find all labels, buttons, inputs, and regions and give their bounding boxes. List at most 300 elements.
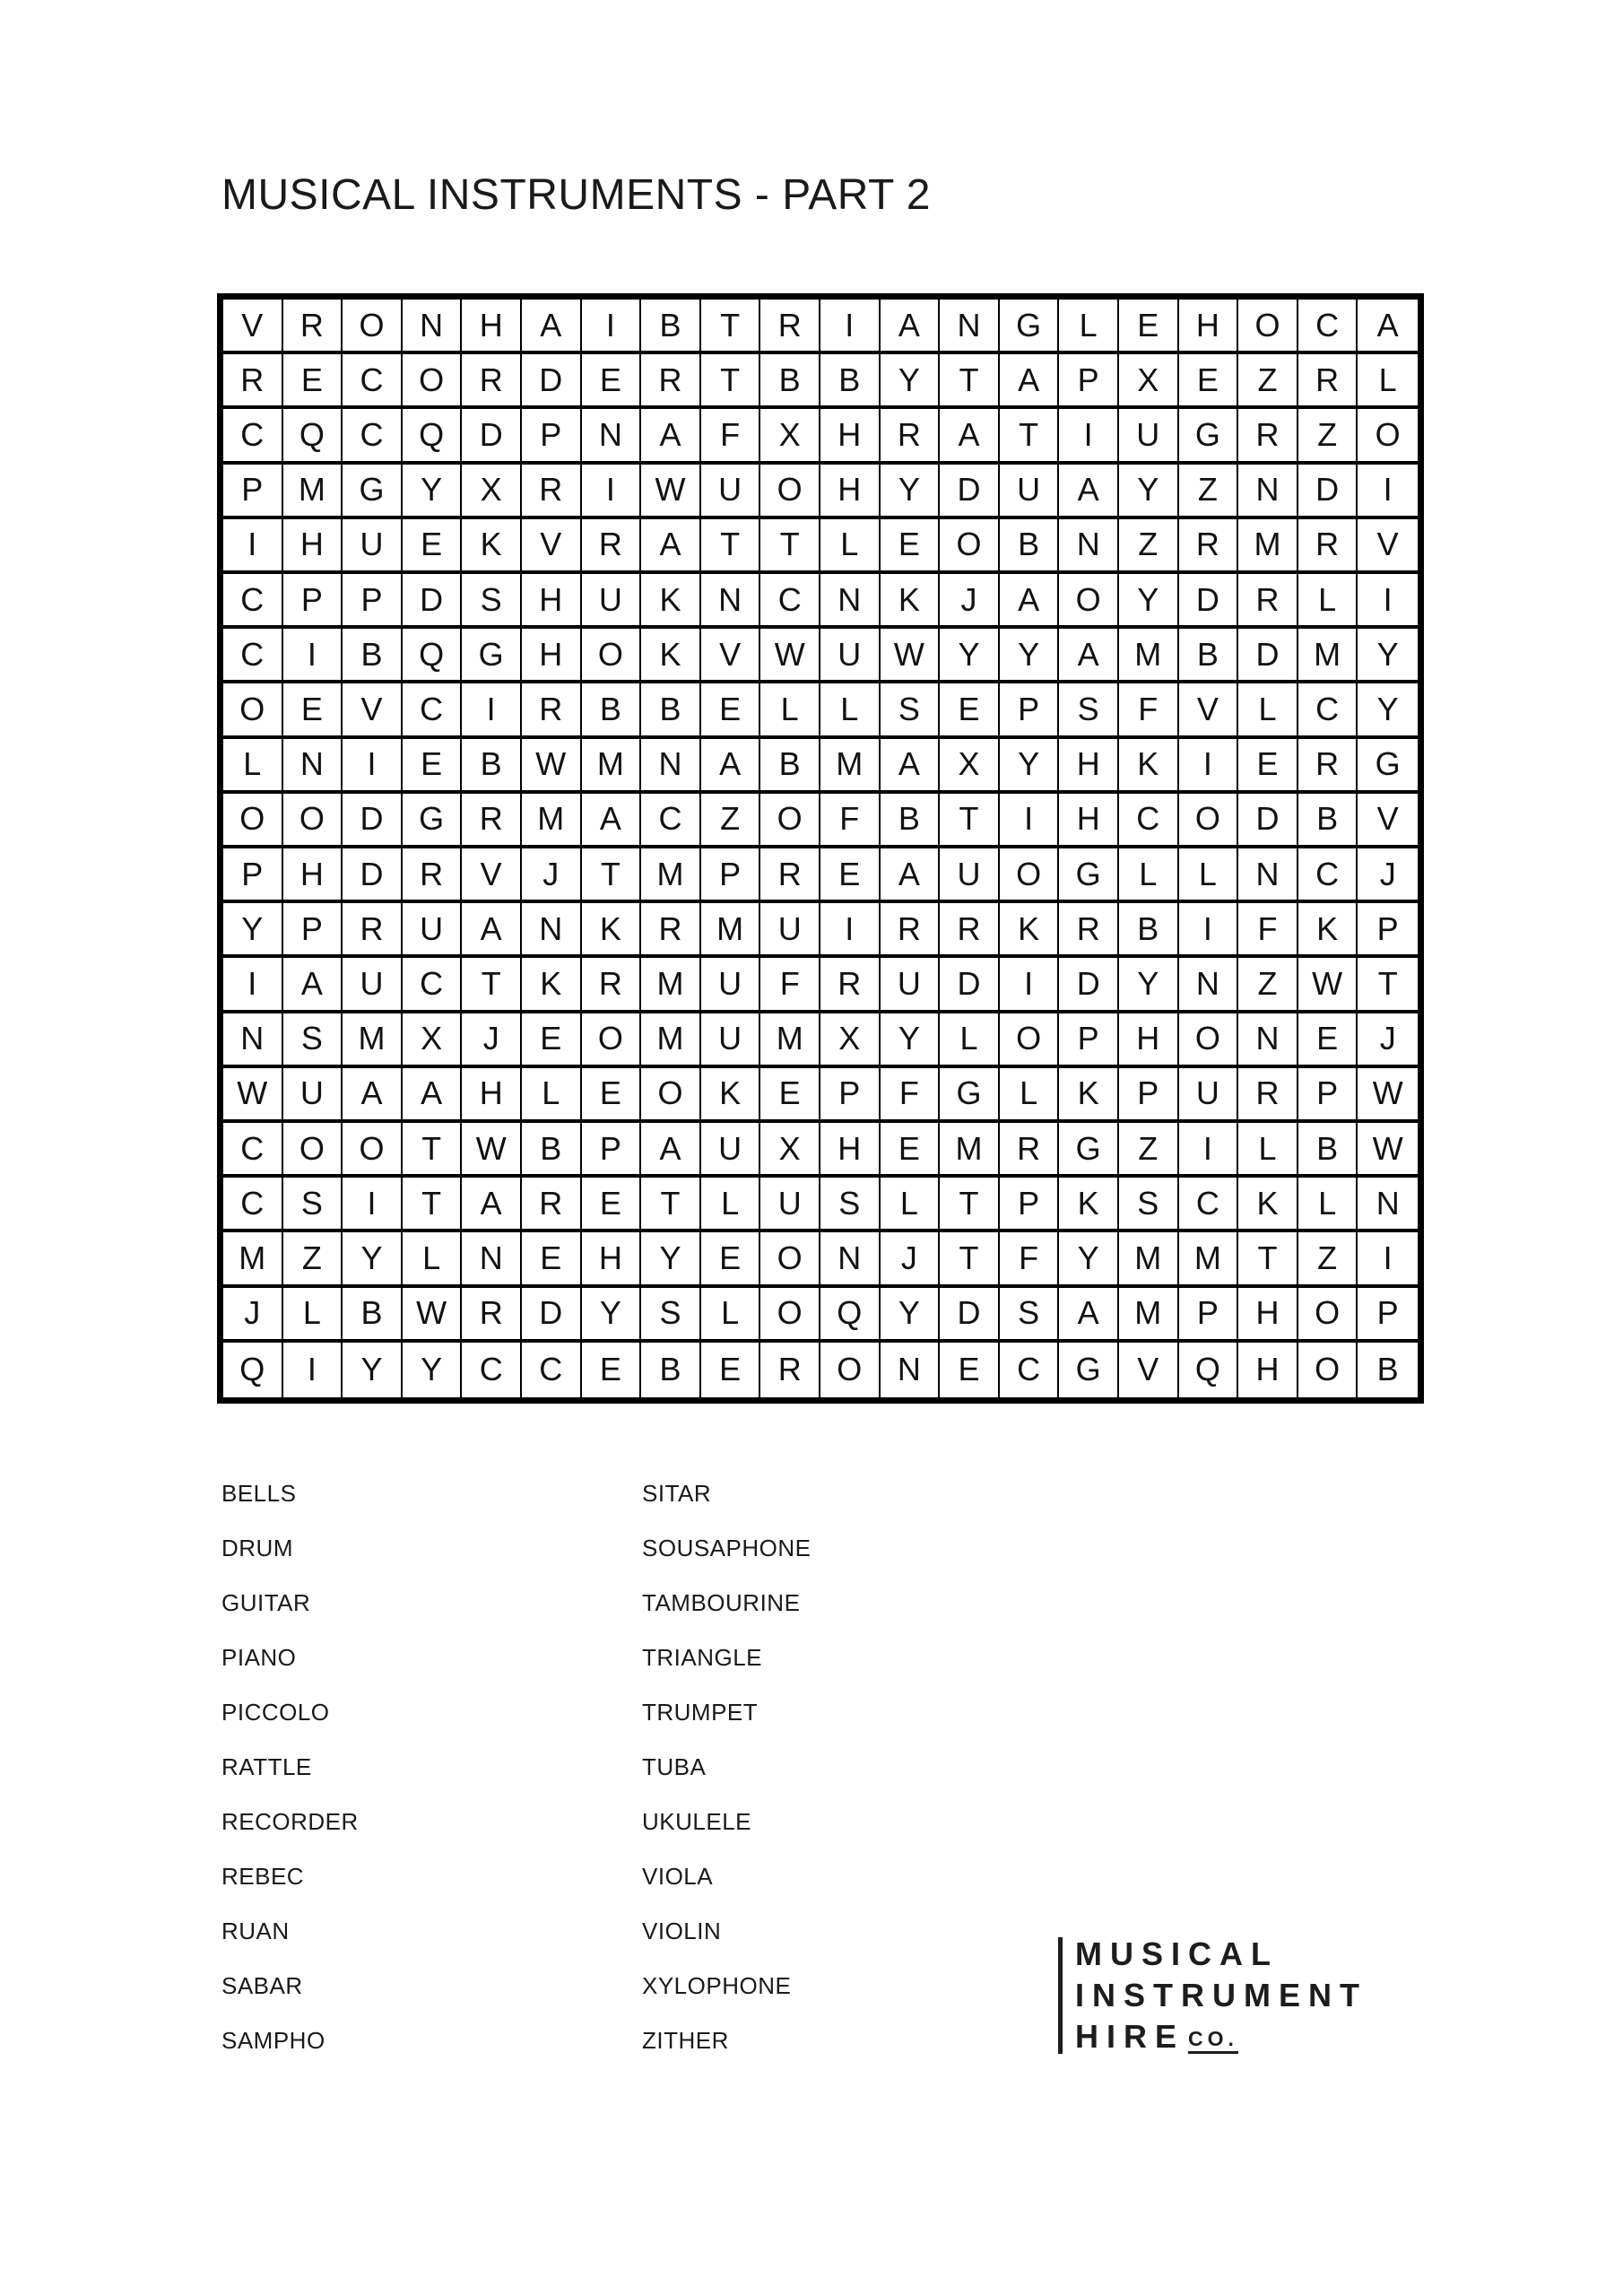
grid-cell: P	[522, 409, 582, 460]
logo-line-2: INSTRUMENT	[1075, 1977, 1367, 2013]
grid-cell: J	[881, 1232, 941, 1283]
grid-cell: U	[940, 848, 1000, 900]
grid-cell: Q	[403, 409, 463, 460]
grid-cell: N	[462, 1232, 522, 1283]
grid-cell: I	[1179, 739, 1239, 790]
grid-cell: W	[760, 629, 820, 680]
grid-cell: N	[1238, 1013, 1298, 1065]
grid-cell: L	[1179, 848, 1239, 900]
grid-cell: A	[1376, 306, 1399, 344]
grid-cell: M	[223, 1232, 283, 1283]
grid-cell: O	[1375, 415, 1401, 453]
grid-cell: W	[522, 739, 582, 790]
grid-cell: R	[940, 903, 1000, 954]
grid-cell: P	[1179, 1288, 1239, 1339]
grid-cell: J	[462, 1013, 522, 1065]
grid-cell: R	[881, 903, 941, 954]
grid-cell: D	[343, 794, 403, 845]
word-item: RATTLE	[221, 1753, 312, 1780]
grid-cell: B	[1298, 1123, 1358, 1174]
grid-cell: H	[1238, 1288, 1298, 1339]
grid-cell: K	[1119, 739, 1179, 790]
grid-cell: B	[522, 1123, 582, 1174]
grid-cell: Y	[582, 1288, 642, 1339]
grid-cell: R	[462, 354, 522, 405]
grid-row	[223, 629, 1418, 683]
grid-cell: L	[522, 1068, 582, 1119]
grid-cell: D	[343, 848, 403, 900]
grid-cell: R	[1298, 354, 1358, 405]
grid-cell: A	[701, 739, 761, 790]
grid-cell: R	[1238, 574, 1298, 625]
grid-cell: A	[1000, 354, 1060, 405]
grid-cell: O	[343, 300, 403, 351]
grid-cell: S	[283, 1178, 343, 1229]
grid-cell: C	[1298, 683, 1358, 735]
grid-cell: P	[283, 574, 343, 625]
grid-cell: O	[1059, 574, 1119, 625]
grid-cell: I	[283, 1343, 343, 1397]
grid-cell: H	[1179, 300, 1239, 351]
grid-cell: E	[522, 1232, 582, 1283]
grid-cell: I	[820, 903, 881, 954]
grid-cell: Y	[881, 465, 941, 516]
grid-cell: C	[223, 1178, 283, 1229]
grid-cell: Z	[1119, 1123, 1179, 1174]
grid-cell: G	[1059, 848, 1119, 900]
grid-cell: R	[283, 300, 343, 351]
grid-cell: I	[1179, 1123, 1239, 1174]
grid-cell: I	[1000, 794, 1060, 845]
grid-cell: O	[1298, 1343, 1358, 1397]
grid-cell: A	[940, 409, 1000, 460]
grid-cell: E	[820, 848, 881, 900]
grid-cell: Y	[343, 1232, 403, 1283]
grid-cell: V	[223, 300, 283, 351]
grid-cell: J	[522, 848, 582, 900]
grid-cell: L	[701, 1178, 761, 1229]
logo	[1058, 1934, 1367, 2059]
grid-cell: K	[701, 1068, 761, 1119]
grid-cell: T	[403, 1123, 463, 1174]
grid-cell: W	[1372, 1129, 1403, 1167]
grid-cell: P	[1059, 354, 1119, 405]
grid-cell: R	[522, 465, 582, 516]
grid-row	[223, 1068, 1418, 1123]
grid-cell: O	[582, 629, 642, 680]
grid-cell: O	[641, 1068, 701, 1119]
grid-cell: U	[1000, 465, 1060, 516]
grid-cell: U	[760, 1178, 820, 1229]
page-title: MUSICAL INSTRUMENTS - PART 2	[221, 171, 931, 219]
grid-cell: K	[1000, 903, 1060, 954]
grid-cell: Z	[1298, 1232, 1358, 1283]
grid-cell: H	[820, 1123, 881, 1174]
grid-cell: M	[283, 465, 343, 516]
grid-cell: U	[701, 465, 761, 516]
grid-cell: Z	[1238, 958, 1298, 1009]
grid-cell: H	[462, 300, 522, 351]
grid-cell: G	[1179, 409, 1239, 460]
grid-cell: B	[343, 629, 403, 680]
grid-cell: R	[1059, 903, 1119, 954]
grid-cell: E	[582, 1068, 642, 1119]
logo-text	[1075, 1934, 1367, 2059]
grid-cell: Y	[1376, 690, 1399, 727]
grid-cell: E	[1119, 300, 1179, 351]
grid-cell: K	[1059, 1068, 1119, 1119]
grid-cell: C	[343, 409, 403, 460]
word-item: TRIANGLE	[642, 1644, 763, 1671]
grid-cell: N	[820, 1232, 881, 1283]
grid-cell: L	[1238, 1123, 1298, 1174]
grid-cell: X	[462, 465, 522, 516]
grid-cell: L	[1119, 848, 1179, 900]
grid-cell: A	[881, 300, 941, 351]
grid-cell: M	[522, 794, 582, 845]
grid-cell: J	[1379, 1020, 1396, 1057]
grid-cell: P	[1059, 1013, 1119, 1065]
grid-cell: W	[1298, 958, 1358, 1009]
grid-cell: X	[760, 409, 820, 460]
grid-cell: U	[582, 574, 642, 625]
grid-cell: P	[223, 465, 283, 516]
grid-cell: R	[760, 300, 820, 351]
grid-cell: G	[1000, 300, 1060, 351]
grid-cell: D	[1238, 794, 1298, 845]
grid-cell: N	[283, 739, 343, 790]
word-item: VIOLA	[642, 1863, 714, 1890]
grid-cell: C	[223, 574, 283, 625]
grid-cell: O	[760, 1232, 820, 1283]
grid-cell: X	[403, 1013, 463, 1065]
grid-cell: P	[1119, 1068, 1179, 1119]
grid-cell: R	[1179, 519, 1239, 570]
grid-cell: O	[223, 683, 283, 735]
grid-cell: W	[641, 465, 701, 516]
grid-cell: B	[881, 794, 941, 845]
grid-cell: K	[1298, 903, 1358, 954]
word-search-grid	[217, 293, 1424, 1404]
grid-cell: L	[881, 1178, 941, 1229]
grid-cell: A	[283, 958, 343, 1009]
grid-cell: R	[522, 683, 582, 735]
grid-cell: E	[403, 739, 463, 790]
grid-cell: K	[1059, 1178, 1119, 1229]
grid-cell: Z	[1298, 409, 1358, 460]
grid-cell: W	[223, 1068, 283, 1119]
word-item: TRUMPET	[642, 1699, 759, 1726]
grid-cell: A	[1059, 629, 1119, 680]
grid-cell: M	[1298, 629, 1358, 680]
logo-co-suffix: CO.	[1188, 2027, 1238, 2054]
grid-cell: T	[1238, 1232, 1298, 1283]
grid-cell: R	[522, 1178, 582, 1229]
grid-cell: C	[223, 409, 283, 460]
grid-cell: A	[641, 519, 701, 570]
grid-cell: H	[1059, 794, 1119, 845]
grid-row	[223, 354, 1418, 409]
grid-cell: A	[522, 300, 582, 351]
grid-cell: Y	[940, 629, 1000, 680]
grid-cell: L	[1238, 683, 1298, 735]
grid-cell: N	[1376, 1184, 1400, 1222]
grid-cell: E	[881, 1123, 941, 1174]
grid-cell: A	[1000, 574, 1060, 625]
grid-cell: L	[1378, 361, 1397, 398]
grid-cell: C	[1000, 1343, 1060, 1397]
grid-cell: S	[1059, 683, 1119, 735]
grid-cell: P	[1376, 909, 1399, 947]
grid-cell: A	[881, 739, 941, 790]
grid-cell: O	[940, 519, 1000, 570]
grid-cell: T	[701, 354, 761, 405]
grid-cell: E	[701, 683, 761, 735]
grid-cell: M	[701, 903, 761, 954]
grid-cell: S	[641, 1288, 701, 1339]
grid-cell: H	[1119, 1013, 1179, 1065]
grid-cell: E	[701, 1343, 761, 1397]
grid-cell: K	[1238, 1178, 1298, 1229]
grid-cell: E	[1179, 354, 1239, 405]
grid-cell: P	[343, 574, 403, 625]
grid-cell: N	[223, 1013, 283, 1065]
grid-cell: B	[343, 1288, 403, 1339]
grid-cell: T	[641, 1178, 701, 1229]
grid-cell: W	[462, 1123, 522, 1174]
grid-cell: I	[820, 300, 881, 351]
grid-cell: Y	[1376, 635, 1399, 673]
grid-cell: S	[881, 683, 941, 735]
grid-cell: E	[582, 354, 642, 405]
logo-hire: HIRE	[1075, 2018, 1185, 2055]
grid-cell: M	[343, 1013, 403, 1065]
grid-cell: O	[1238, 300, 1298, 351]
logo-bar	[1058, 1937, 1063, 2054]
grid-cell: U	[283, 1068, 343, 1119]
grid-cell: B	[1376, 1351, 1399, 1388]
grid-cell: C	[641, 794, 701, 845]
grid-cell: I	[462, 683, 522, 735]
grid-cell: B	[641, 300, 701, 351]
grid-cell: R	[462, 1288, 522, 1339]
word-item: UKULELE	[642, 1808, 751, 1835]
grid-cell: N	[582, 409, 642, 460]
grid-cell: X	[760, 1123, 820, 1174]
grid-cell: N	[701, 574, 761, 625]
grid-row	[223, 848, 1418, 903]
grid-cell: C	[1179, 1178, 1239, 1229]
grid-row	[223, 300, 1418, 354]
grid-cell: T	[1000, 409, 1060, 460]
word-list-column-1	[221, 1482, 359, 2083]
grid-cell: R	[1298, 739, 1358, 790]
grid-cell: E	[881, 519, 941, 570]
grid-cell: M	[1119, 1232, 1179, 1283]
grid-cell: E	[582, 1178, 642, 1229]
grid-cell: R	[582, 519, 642, 570]
grid-cell: G	[1059, 1343, 1119, 1397]
grid-cell: P	[223, 848, 283, 900]
grid-cell: N	[641, 739, 701, 790]
grid-cell: P	[1000, 683, 1060, 735]
grid-cell: M	[582, 739, 642, 790]
grid-cell: H	[522, 629, 582, 680]
grid-cell: D	[940, 465, 1000, 516]
word-item: RECORDER	[221, 1808, 359, 1835]
grid-cell: Y	[881, 1013, 941, 1065]
grid-cell: B	[641, 683, 701, 735]
grid-cell: I	[1059, 409, 1119, 460]
grid-cell: O	[820, 1343, 881, 1397]
grid-cell: E	[522, 1013, 582, 1065]
grid-cell: V	[1376, 526, 1399, 563]
word-item: RUAN	[221, 1918, 290, 1944]
word-item: ZITHER	[642, 2027, 729, 2054]
grid-cell: H	[283, 848, 343, 900]
grid-cell: Y	[881, 1288, 941, 1339]
grid-cell: Q	[1179, 1343, 1239, 1397]
grid-cell: D	[940, 1288, 1000, 1339]
grid-cell: E	[582, 1343, 642, 1397]
grid-cell: O	[1298, 1288, 1358, 1339]
grid-cell: T	[462, 958, 522, 1009]
word-list-column-2	[642, 1482, 812, 2083]
grid-cell: G	[343, 465, 403, 516]
grid-cell: Y	[403, 465, 463, 516]
word-item: REBEC	[221, 1863, 305, 1890]
grid-cell: M	[760, 1013, 820, 1065]
grid-cell: Z	[1119, 519, 1179, 570]
grid-cell: E	[701, 1232, 761, 1283]
grid-cell: R	[343, 903, 403, 954]
grid-cell: Y	[1059, 1232, 1119, 1283]
grid-cell: I	[1179, 903, 1239, 954]
grid-cell: M	[1119, 629, 1179, 680]
grid-cell: K	[462, 519, 522, 570]
grid-cell: Q	[223, 1343, 283, 1397]
grid-cell: T	[940, 1178, 1000, 1229]
grid-cell: F	[760, 958, 820, 1009]
grid-cell: D	[1238, 629, 1298, 680]
grid-cell: M	[641, 1013, 701, 1065]
grid-cell: L	[701, 1288, 761, 1339]
grid-cell: L	[1298, 574, 1358, 625]
grid-cell: F	[1000, 1232, 1060, 1283]
grid-cell: Y	[343, 1343, 403, 1397]
grid-cell: N	[522, 903, 582, 954]
grid-cell: Z	[1179, 465, 1239, 516]
grid-cell: Z	[1238, 354, 1298, 405]
grid-cell: X	[1119, 354, 1179, 405]
grid-cell: U	[881, 958, 941, 1009]
grid-cell: K	[582, 903, 642, 954]
grid-cell: K	[641, 574, 701, 625]
grid-cell: B	[1179, 629, 1239, 680]
word-item: TUBA	[642, 1753, 707, 1780]
grid-cell: N	[403, 300, 463, 351]
grid-cell: D	[1298, 465, 1358, 516]
grid-cell: B	[760, 354, 820, 405]
grid-cell: U	[343, 958, 403, 1009]
grid-cell: V	[343, 683, 403, 735]
grid-cell: Q	[403, 629, 463, 680]
grid-cell: C	[760, 574, 820, 625]
word-item: SABAR	[221, 1972, 303, 1999]
grid-cell: O	[760, 1288, 820, 1339]
grid-row	[223, 1343, 1418, 1397]
grid-cell: P	[701, 848, 761, 900]
grid-cell: B	[1298, 794, 1358, 845]
grid-cell: S	[820, 1178, 881, 1229]
grid-cell: V	[522, 519, 582, 570]
grid-cell: Y	[881, 354, 941, 405]
grid-cell: O	[760, 465, 820, 516]
grid-cell: X	[940, 739, 1000, 790]
grid-cell: P	[582, 1123, 642, 1174]
grid-cell: Q	[820, 1288, 881, 1339]
grid-cell: M	[820, 739, 881, 790]
grid-cell: Y	[641, 1232, 701, 1283]
grid-cell: Y	[1119, 465, 1179, 516]
grid-cell: C	[1298, 848, 1358, 900]
grid-cell: C	[1298, 300, 1358, 351]
grid-cell: B	[820, 354, 881, 405]
grid-cell: I	[1383, 1239, 1393, 1276]
grid-cell: E	[1298, 1013, 1358, 1065]
grid-cell: J	[940, 574, 1000, 625]
grid-cell: C	[403, 683, 463, 735]
grid-cell: E	[283, 354, 343, 405]
grid-row	[223, 1232, 1418, 1287]
grid-cell: A	[641, 1123, 701, 1174]
grid-cell: Z	[283, 1232, 343, 1283]
grid-cell: C	[223, 1123, 283, 1174]
grid-cell: H	[820, 409, 881, 460]
grid-cell: E	[283, 683, 343, 735]
grid-cell: F	[1119, 683, 1179, 735]
grid-cell: R	[1238, 409, 1298, 460]
grid-cell: J	[223, 1288, 283, 1339]
word-item: BELLS	[221, 1480, 297, 1507]
grid-cell: D	[1179, 574, 1239, 625]
grid-cell: A	[462, 903, 522, 954]
grid-cell: R	[641, 903, 701, 954]
grid-cell: B	[1000, 519, 1060, 570]
grid-cell: V	[462, 848, 522, 900]
grid-cell: D	[462, 409, 522, 460]
grid-cell: T	[760, 519, 820, 570]
grid-cell: L	[820, 683, 881, 735]
grid-cell: V	[1179, 683, 1239, 735]
grid-cell: T	[940, 354, 1000, 405]
grid-cell: Z	[701, 794, 761, 845]
grid-cell: S	[283, 1013, 343, 1065]
grid-cell: A	[881, 848, 941, 900]
grid-cell: C	[462, 1343, 522, 1397]
grid-cell: R	[760, 1343, 820, 1397]
grid-cell: B	[1119, 903, 1179, 954]
grid-cell: I	[1383, 471, 1393, 509]
grid-cell: Y	[223, 903, 283, 954]
grid-cell: I	[582, 300, 642, 351]
grid-cell: H	[462, 1068, 522, 1119]
grid-cell: T	[582, 848, 642, 900]
grid-cell: R	[820, 958, 881, 1009]
grid-cell: R	[1000, 1123, 1060, 1174]
grid-cell: E	[760, 1068, 820, 1119]
grid-cell: R	[1238, 1068, 1298, 1119]
